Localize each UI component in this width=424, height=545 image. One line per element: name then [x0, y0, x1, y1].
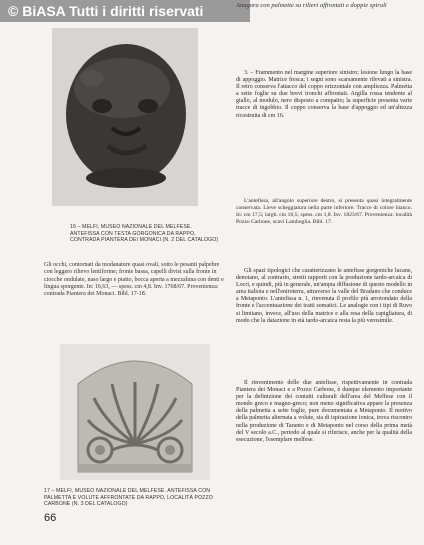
- right-text-block-1: [236, 70, 412, 122]
- figure-2-photo: [60, 344, 210, 480]
- left-column-text: Gli occhi, contornati da modanature quasi ovali, sotto le pesanti palpebre con leggero rilievo lentiforme; fronte bassa, capelli divisi sulla fronte in ciocche ondulate, naso largo e piatto, bocca aperta a mezzaluna con denti e lingua sporgente. In: 16,63, — spess. cm 4,8. Inv. 1768/67. Provenienza: contrada Piantera dei Monaci. Bibl. 17-18.: [44, 262, 224, 298]
- running-header: Anagora con palmette su rilievi affrontati e doppie spirali: [236, 2, 387, 9]
- figure-2-caption: 17 – MELFI, MUSEO NAZIONALE DEL MELFESE. ANTEFISSA CON PALMETTA E VOLUTE AFFRONTATE DA RAPPO, LOCALITÀ POZZO CARBONE (N. 3 DEL CATALOGO): [44, 488, 213, 508]
- page-number: 66: [44, 512, 57, 524]
- watermark-banner: © BiASA Tutti i diritti riservati: [0, 0, 250, 22]
- paragraph: L'antefissa, all'angolo superiore destro, si presenta quasi integralmente conservata. Lieve scheggiatura nella parte inferiore. Tracce di colore bianco. In: cm 17,5; largh. cm 16,5; spess. cm 1,8. Inv. 1823/67. Provenienza: località Pozzo Carbone, scavi Lamboglia. Bibl. 17.: [236, 198, 412, 226]
- palmette-antefix-image: [60, 344, 210, 480]
- figure-1-photo: [52, 28, 198, 206]
- right-text-block-3: [236, 268, 412, 327]
- paragraph: Gli spazi tipologici che caratterizzano le antefisse gorgoniche lucane, denotano, al contrario, stretti rapporti con la produzione tardo-arcaica di Locri, e quindi, più in generale, un'ampia diffusione di questo modello in area italiota e nell'entroterra, attraverso la valle del Bradano che conduce a Metaponto. L'antefissa n. 1, rinvenuta il profilo più arrotondato della fronte e l'accentuazione dei tratti somatici. Le analogie con i tipi di Ruvo si limitano, invece, all'uso della matrice e alla resa della capigliatura, di modo che la datazione in età tardo-arcaica resta la più verosimile.: [236, 268, 412, 324]
- gorgon-antefix-image: [52, 28, 198, 206]
- figure-1-caption: 16 – MELFI, MUSEO NAZIONALE DEL MELFESE. ANTEFISSA CON TESTA GORGONICA DA RAPPO, CONTRADA PIANTERA DEI MONACI (N. 2 DEL CATALOGO): [70, 224, 219, 244]
- right-text-block-2: [236, 198, 412, 228]
- paragraph: Il rinvenimento delle due antefisse, rispettivamente in contrada Piantera dei Monaci e a Pozzo Carbone, è dunque elemento importante per la definizione dei contatti culturali dell'area del Melfese con il mondo greco e magno-greco; non meno significativa appare la presenza della palmetta a sette foglie, pure documentata a Metaponto. Il motivo della palmetta alternata a volute, sia di ispirazione ionica, trova riscontro nella produzione di Taranto e di Metaponto nel corso della prima metà del V secolo a.C., periodo al quale si riferisce, anche per la qualità della esecuzione, l'esemplare melfese.: [236, 380, 412, 443]
- paragraph: 3. – Frammento nel margine superiore sinistro; lesione lungo la base di appoggio. Matrice fresca; i segni sono scarsamente rilevati a sinistra. Il retro conserva l'attacco del coppo orizzontale con ampliezza. Palmetta a sette foglie su due brevi tronchi affrontati. Argilla rossa tendente al giallo, al modulo, nero disposto a compatto; la superficie presenta varie tracce di ingobbio. Il coppo conserva la base d'appoggio ed un'altezza ricostruita di cm 16.: [236, 70, 412, 119]
- right-text-block-4: [236, 380, 412, 446]
